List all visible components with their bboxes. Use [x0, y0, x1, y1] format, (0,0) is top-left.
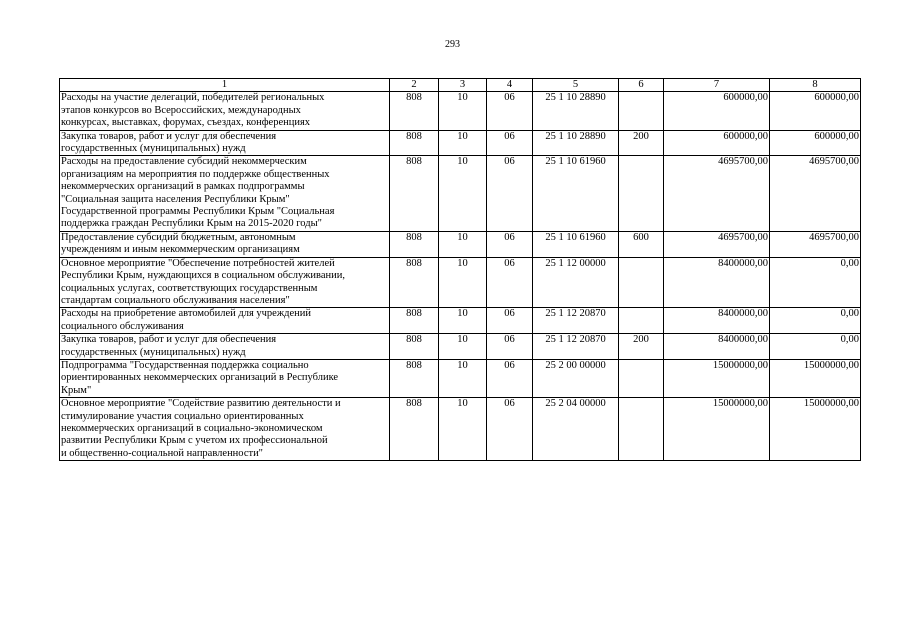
name-line: социального обслуживания — [61, 320, 184, 332]
expense-type-cell: 600 — [619, 231, 664, 257]
name-line: организациям на мероприятия по поддержке общественных — [61, 168, 330, 180]
name-line: стимулирование участия социально ориентированных — [61, 410, 304, 422]
code-cell: 808 — [390, 398, 439, 461]
expense-type-cell — [619, 92, 664, 130]
name-line: "Социальная защита населения Республики Крым" — [61, 193, 290, 205]
expense-type-cell — [619, 359, 664, 397]
header-cell: 1 — [60, 79, 390, 92]
header-cell: 6 — [619, 79, 664, 92]
subsection-cell: 06 — [487, 334, 533, 360]
name-cell — [60, 130, 390, 156]
code-cell: 808 — [390, 359, 439, 397]
target-article-cell: 25 1 10 61960 — [533, 156, 619, 231]
amount-cell: 15000000,00 — [664, 359, 770, 397]
subsection-cell: 06 — [487, 308, 533, 334]
header-cell: 8 — [770, 79, 861, 92]
name-cell — [60, 359, 390, 397]
expense-type-cell: 200 — [619, 130, 664, 156]
table-row — [60, 359, 861, 397]
code-cell: 808 — [390, 257, 439, 308]
amount-cell: 0,00 — [770, 257, 861, 308]
name-cell — [60, 257, 390, 308]
subsection-cell: 06 — [487, 231, 533, 257]
header-cell: 4 — [487, 79, 533, 92]
name-line: социальных услугах, соответствующих государственным — [61, 282, 318, 294]
name-line: Государственной программы Республики Крым "Социальная — [61, 206, 335, 218]
name-cell — [60, 308, 390, 334]
section-cell: 10 — [439, 359, 487, 397]
name-line: развитии Республики Крым с учетом их профессиональной — [61, 435, 328, 447]
amount-cell: 8400000,00 — [664, 334, 770, 360]
name-line: Подпрограмма "Государственная поддержка социально — [61, 359, 309, 371]
amount-cell: 600000,00 — [770, 130, 861, 156]
table-row — [60, 334, 861, 360]
amount-cell: 8400000,00 — [664, 308, 770, 334]
name-line: Республики Крым, нуждающихся в социальном обслуживании, — [61, 270, 345, 282]
header-cell: 5 — [533, 79, 619, 92]
code-cell: 808 — [390, 308, 439, 334]
name-line: ориентированных некоммерческих организаций в Республике — [61, 372, 339, 384]
budget-table — [59, 78, 861, 461]
table-row — [60, 257, 861, 308]
name-line: Основное мероприятие "Содействие развитию деятельности и — [61, 398, 341, 410]
table-row — [60, 156, 861, 231]
subsection-cell: 06 — [487, 359, 533, 397]
amount-cell: 4695700,00 — [664, 156, 770, 231]
table-row — [60, 130, 861, 156]
target-article-cell: 25 2 00 00000 — [533, 359, 619, 397]
expense-type-cell — [619, 398, 664, 461]
name-line: Расходы на участие делегаций, победителей региональных — [61, 92, 325, 104]
name-line: некоммерческих организаций в рамках подпрограммы — [61, 181, 305, 193]
amount-cell: 15000000,00 — [664, 398, 770, 461]
amount-cell: 15000000,00 — [770, 398, 861, 461]
name-cell — [60, 92, 390, 130]
name-line: Основное мероприятие "Обеспечение потребностей жителей — [61, 257, 335, 269]
name-line: Расходы на предоставление субсидий некоммерческим — [61, 156, 307, 168]
name-line: Крым" — [61, 384, 92, 396]
section-cell: 10 — [439, 398, 487, 461]
subsection-cell: 06 — [487, 398, 533, 461]
header-cell: 7 — [664, 79, 770, 92]
target-article-cell: 25 1 12 20870 — [533, 334, 619, 360]
section-cell: 10 — [439, 92, 487, 130]
name-line: государственных (муниципальных) нужд — [61, 143, 246, 155]
page-number: 293 — [445, 39, 460, 50]
code-cell: 808 — [390, 130, 439, 156]
header-cell: 3 — [439, 79, 487, 92]
subsection-cell: 06 — [487, 130, 533, 156]
name-line: этапов конкурсов во Всероссийских, международных — [61, 104, 301, 116]
header-row — [60, 79, 861, 92]
target-article-cell: 25 1 10 28890 — [533, 130, 619, 156]
expense-type-cell — [619, 308, 664, 334]
name-line: Расходы на приобретение автомобилей для учреждений — [61, 308, 311, 320]
amount-cell: 600000,00 — [770, 92, 861, 130]
table-row — [60, 92, 861, 130]
section-cell: 10 — [439, 231, 487, 257]
header-cell: 2 — [390, 79, 439, 92]
target-article-cell: 25 1 10 61960 — [533, 231, 619, 257]
amount-cell: 4695700,00 — [770, 231, 861, 257]
name-line: конкурсах, выставках, форумах, съездах, конференциях — [61, 117, 311, 129]
name-line: Закупка товаров, работ и услуг для обеспечения — [61, 334, 277, 346]
expense-type-cell — [619, 156, 664, 231]
name-line: Закупка товаров, работ и услуг для обеспечения — [61, 130, 277, 142]
code-cell: 808 — [390, 156, 439, 231]
table-row — [60, 308, 861, 334]
amount-cell: 4695700,00 — [664, 231, 770, 257]
section-cell: 10 — [439, 257, 487, 308]
code-cell: 808 — [390, 92, 439, 130]
name-cell — [60, 334, 390, 360]
section-cell: 10 — [439, 130, 487, 156]
section-cell: 10 — [439, 156, 487, 231]
amount-cell: 4695700,00 — [770, 156, 861, 231]
target-article-cell: 25 1 12 00000 — [533, 257, 619, 308]
amount-cell: 0,00 — [770, 308, 861, 334]
name-cell — [60, 398, 390, 461]
name-cell — [60, 231, 390, 257]
name-line: государственных (муниципальных) нужд — [61, 346, 246, 358]
name-cell — [60, 156, 390, 231]
target-article-cell: 25 1 12 20870 — [533, 308, 619, 334]
table-row — [60, 398, 861, 461]
amount-cell: 600000,00 — [664, 92, 770, 130]
expense-type-cell — [619, 257, 664, 308]
name-line: учреждениям и иным некоммерческим организациям — [61, 244, 300, 256]
amount-cell: 0,00 — [770, 334, 861, 360]
expense-type-cell: 200 — [619, 334, 664, 360]
target-article-cell: 25 1 10 28890 — [533, 92, 619, 130]
name-line: поддержка граждан Республики Крым на 2015-2020 годы" — [61, 218, 322, 230]
name-line: стандартам социального обслуживания населения" — [61, 294, 290, 306]
target-article-cell: 25 2 04 00000 — [533, 398, 619, 461]
amount-cell: 8400000,00 — [664, 257, 770, 308]
table-body — [60, 92, 861, 461]
subsection-cell: 06 — [487, 156, 533, 231]
name-line: и общественно-социальной направленности" — [61, 447, 263, 459]
subsection-cell: 06 — [487, 257, 533, 308]
name-line: Предоставление субсидий бюджетным, автономным — [61, 231, 296, 243]
section-cell: 10 — [439, 308, 487, 334]
name-line: некоммерческих организаций в социально-экономическом — [61, 422, 323, 434]
subsection-cell: 06 — [487, 92, 533, 130]
table-row — [60, 231, 861, 257]
code-cell: 808 — [390, 231, 439, 257]
section-cell: 10 — [439, 334, 487, 360]
code-cell: 808 — [390, 334, 439, 360]
amount-cell: 600000,00 — [664, 130, 770, 156]
amount-cell: 15000000,00 — [770, 359, 861, 397]
